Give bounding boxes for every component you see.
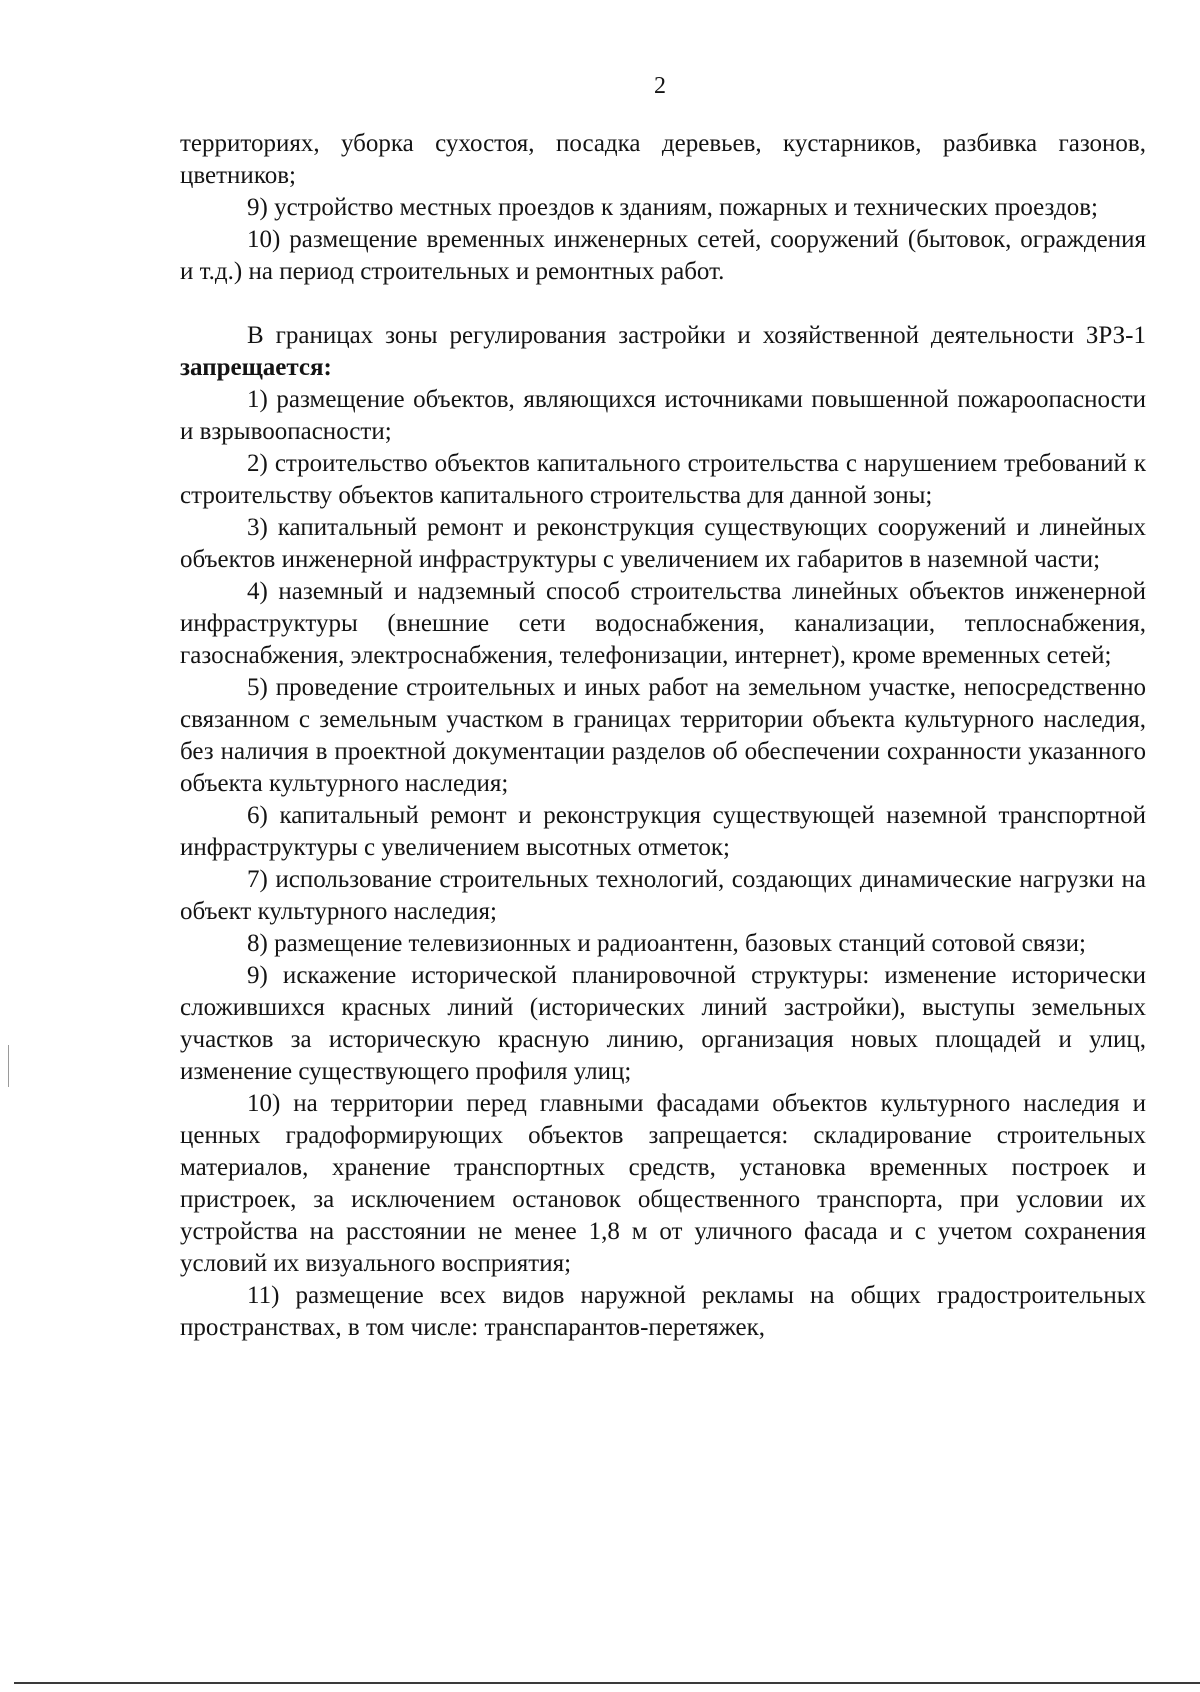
section-gap [180, 288, 1146, 320]
page-number: 2 [654, 73, 666, 99]
prohibited-item-2: 2) строительство объектов капитального строительства с нарушением требований к строительству объектов капитального строительства для данной зоны; [180, 450, 1146, 509]
prohibited-item-1: 1) размещение объектов, являющихся источниками повышенной пожароопасности и взрывоопасности; [180, 386, 1146, 445]
document-body [180, 128, 1146, 1344]
prohibited-item-4: 4) наземный и надземный способ строительства линейных объектов инженерной инфраструктуры (внешние сети водоснабжения, канализации, теплоснабжения, газоснабжения, электроснабжения, телефонизации, интернет), кроме временных сетей; [180, 578, 1146, 669]
prohibited-item-11: 11) размещение всех видов наружной рекламы на общих градостроительных пространствах, в том числе: транспарантов-перетяжек, [180, 1282, 1146, 1341]
paragraph-continuation: территориях, уборка сухостоя, посадка деревьев, кустарников, разбивка газонов, цветников; [180, 130, 1146, 189]
list-item-10-permitted: 10) размещение временных инженерных сетей, сооружений (бытовок, ограждения и т.д.) на период строительных и ремонтных работ. [180, 226, 1146, 285]
zone-heading [180, 320, 1146, 384]
prohibited-item-8: 8) размещение телевизионных и радиоантенн, базовых станций сотовой связи; [247, 930, 1086, 957]
prohibited-item-5: 5) проведение строительных и иных работ на земельном участке, непосредственно связанном с земельным участком в границах территории объекта культурного наследия, без наличия в проектной документации разделов об обеспечении сохранности указанного объекта культурного наследия; [180, 674, 1146, 797]
prohibited-item-6: 6) капитальный ремонт и реконструкция существующей наземной транспортной инфраструктуры с увеличением высотных отметок; [180, 802, 1146, 861]
list-item-9-permitted: 9) устройство местных проездов к зданиям, пожарных и технических проездов; [247, 194, 1098, 221]
zone-heading-bold: запрещается: [180, 354, 332, 381]
zone-heading-text: В границах зоны регулирования застройки и хозяйственной деятельности ЗРЗ-1 [247, 322, 1146, 349]
prohibited-item-3: 3) капитальный ремонт и реконструкция существующих сооружений и линейных объектов инженерной инфраструктуры с увеличением их габаритов в наземной части; [180, 514, 1146, 573]
bottom-edge-rule [14, 1682, 1200, 1684]
prohibited-item-7: 7) использование строительных технологий, создающих динамические нагрузки на объект культурного наследия; [180, 866, 1146, 925]
prohibited-item-9: 9) искажение исторической планировочной структуры: изменение исторически сложившихся красных линий (исторических линий застройки), выступы земельных участков за историческую красную линию, организация новых площадей и улиц, изменение существующего профиля улиц; [180, 962, 1146, 1085]
scan-artifact-mark [8, 1045, 9, 1087]
prohibited-item-10: 10) на территории перед главными фасадами объектов культурного наследия и ценных градоформирующих объектов запрещается: складирование строительных материалов, хранение транспортных средств, установка временных построек и пристроек, за исключением остановок общественного транспорта, при условии их устройства на расстоянии не менее 1,8 м от уличного фасада и с учетом сохранения условий их визуального восприятия; [180, 1090, 1146, 1277]
